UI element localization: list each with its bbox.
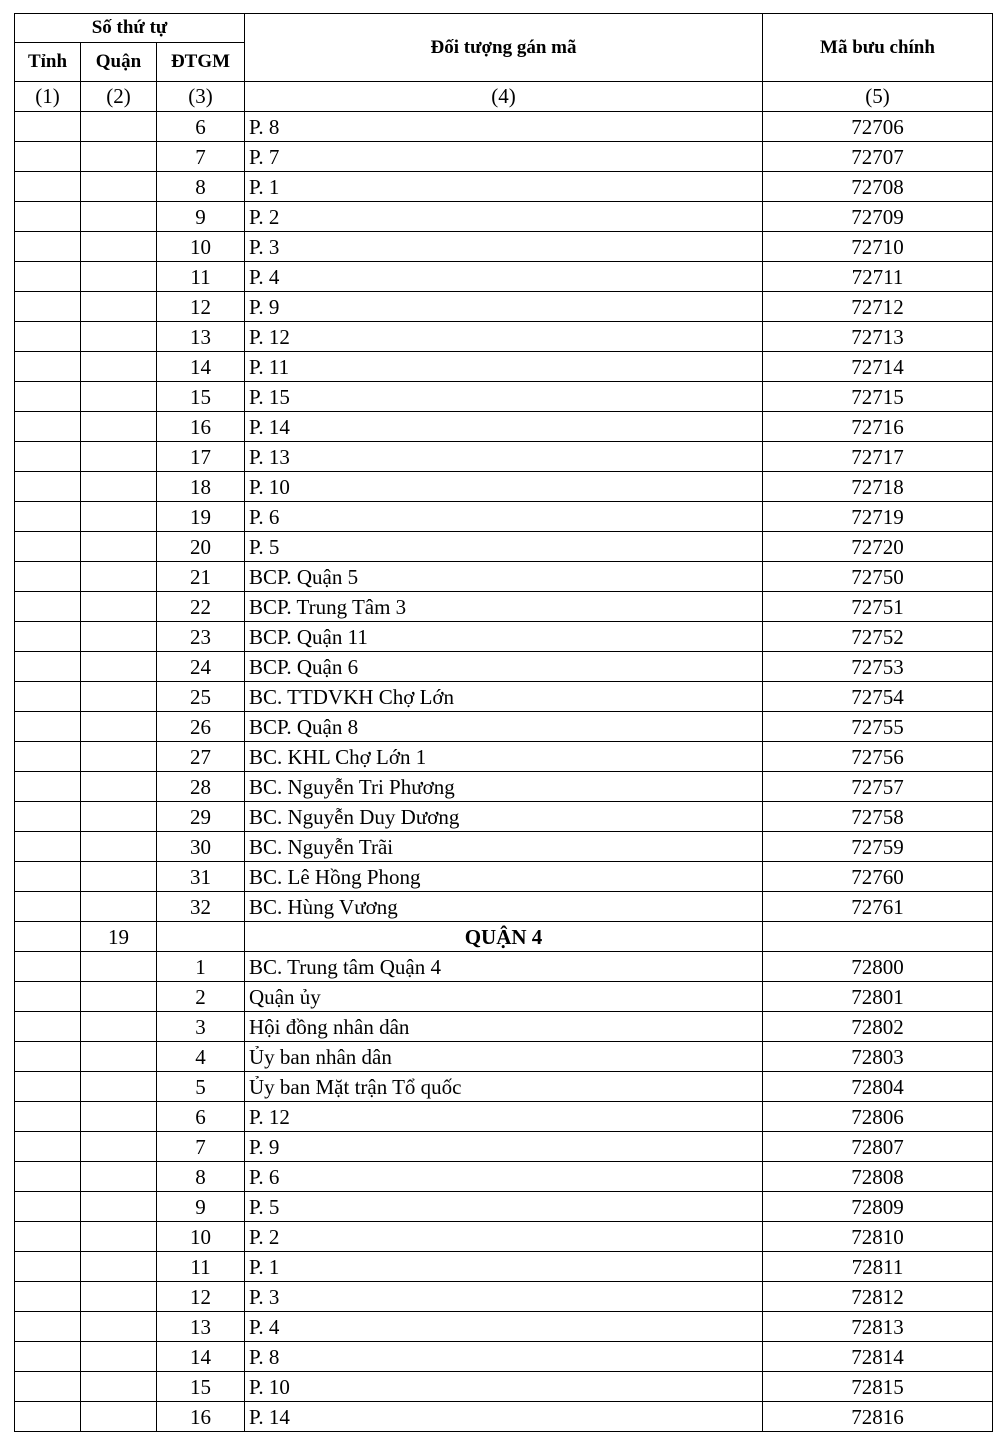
table-row xyxy=(15,1402,993,1432)
cell-tinh xyxy=(15,862,81,892)
cell-object: P. 5 xyxy=(245,1192,763,1222)
cell-dtgm: 26 xyxy=(157,712,245,742)
cell-postal-code: 72809 xyxy=(763,1192,993,1222)
cell-quan xyxy=(81,1282,157,1312)
cell-tinh xyxy=(15,262,81,292)
table-row xyxy=(15,1042,993,1072)
cell-postal-code: 72709 xyxy=(763,202,993,232)
cell-object: P. 4 xyxy=(245,1312,763,1342)
cell-object: P. 13 xyxy=(245,442,763,472)
header-dtgm: ĐTGM xyxy=(157,43,245,82)
cell-quan xyxy=(81,652,157,682)
cell-dtgm: 10 xyxy=(157,232,245,262)
cell-dtgm: 1 xyxy=(157,952,245,982)
cell-dtgm: 5 xyxy=(157,1072,245,1102)
header-postal-code: Mã bưu chính xyxy=(763,14,993,82)
cell-dtgm: 3 xyxy=(157,1012,245,1042)
cell-object: Quận ủy xyxy=(245,982,763,1012)
table-row xyxy=(15,202,993,232)
cell-tinh xyxy=(15,1012,81,1042)
cell-quan xyxy=(81,682,157,712)
cell-dtgm: 16 xyxy=(157,412,245,442)
cell-tinh xyxy=(15,382,81,412)
cell-dtgm: 11 xyxy=(157,1252,245,1282)
cell-object: P. 10 xyxy=(245,1372,763,1402)
cell-quan xyxy=(81,412,157,442)
col-number-5: (5) xyxy=(763,82,993,112)
cell-tinh xyxy=(15,1402,81,1432)
cell-tinh xyxy=(15,682,81,712)
table-row xyxy=(15,412,993,442)
cell-postal-code: 72754 xyxy=(763,682,993,712)
cell-dtgm: 4 xyxy=(157,1042,245,1072)
table-row xyxy=(15,352,993,382)
cell-object: P. 1 xyxy=(245,1252,763,1282)
table-row xyxy=(15,1252,993,1282)
table-row xyxy=(15,682,993,712)
cell-dtgm: 23 xyxy=(157,622,245,652)
cell-dtgm: 6 xyxy=(157,1102,245,1132)
cell-object: P. 12 xyxy=(245,1102,763,1132)
cell-dtgm: 13 xyxy=(157,1312,245,1342)
cell-dtgm: 15 xyxy=(157,1372,245,1402)
cell-dtgm: 12 xyxy=(157,1282,245,1312)
cell-tinh xyxy=(15,172,81,202)
cell-object: BC. Hùng Vương xyxy=(245,892,763,922)
cell-postal-code: 72718 xyxy=(763,472,993,502)
cell-object: Ủy ban nhân dân xyxy=(245,1042,763,1072)
cell-tinh xyxy=(15,322,81,352)
cell-dtgm: 11 xyxy=(157,262,245,292)
cell-object: P. 12 xyxy=(245,322,763,352)
cell-quan: 19 xyxy=(81,922,157,952)
cell-dtgm: 30 xyxy=(157,832,245,862)
cell-tinh xyxy=(15,892,81,922)
cell-tinh xyxy=(15,802,81,832)
cell-postal-code: 72761 xyxy=(763,892,993,922)
cell-postal-code: 72713 xyxy=(763,322,993,352)
cell-object: P. 14 xyxy=(245,412,763,442)
cell-quan xyxy=(81,1042,157,1072)
header-object: Đối tượng gán mã xyxy=(245,14,763,82)
cell-postal-code: 72714 xyxy=(763,352,993,382)
cell-object: P. 2 xyxy=(245,202,763,232)
cell-tinh xyxy=(15,1102,81,1132)
cell-tinh xyxy=(15,1342,81,1372)
table-row xyxy=(15,1222,993,1252)
cell-object: BCP. Quận 8 xyxy=(245,712,763,742)
table-row xyxy=(15,982,993,1012)
cell-dtgm: 12 xyxy=(157,292,245,322)
cell-postal-code: 72715 xyxy=(763,382,993,412)
cell-tinh xyxy=(15,412,81,442)
table-row xyxy=(15,1312,993,1342)
cell-quan xyxy=(81,202,157,232)
cell-quan xyxy=(81,1162,157,1192)
table-row xyxy=(15,832,993,862)
cell-object: P. 8 xyxy=(245,112,763,142)
cell-postal-code: 72813 xyxy=(763,1312,993,1342)
cell-tinh xyxy=(15,922,81,952)
cell-postal-code: 72707 xyxy=(763,142,993,172)
cell-postal-code: 72811 xyxy=(763,1252,993,1282)
cell-quan xyxy=(81,1252,157,1282)
cell-postal-code: 72716 xyxy=(763,412,993,442)
cell-quan xyxy=(81,472,157,502)
cell-quan xyxy=(81,832,157,862)
cell-dtgm: 32 xyxy=(157,892,245,922)
cell-tinh xyxy=(15,772,81,802)
cell-dtgm: 9 xyxy=(157,202,245,232)
table-row xyxy=(15,292,993,322)
col-number-4: (4) xyxy=(245,82,763,112)
cell-object: BC. Trung tâm Quận 4 xyxy=(245,952,763,982)
cell-dtgm: 7 xyxy=(157,1132,245,1162)
cell-postal-code: 72752 xyxy=(763,622,993,652)
cell-object: P. 1 xyxy=(245,172,763,202)
cell-quan xyxy=(81,1222,157,1252)
cell-dtgm: 8 xyxy=(157,172,245,202)
cell-quan xyxy=(81,802,157,832)
cell-tinh xyxy=(15,1072,81,1102)
cell-object: P. 10 xyxy=(245,472,763,502)
cell-quan xyxy=(81,862,157,892)
cell-postal-code: 72720 xyxy=(763,532,993,562)
cell-quan xyxy=(81,442,157,472)
cell-postal-code: 72816 xyxy=(763,1402,993,1432)
cell-quan xyxy=(81,952,157,982)
table-row xyxy=(15,382,993,412)
cell-quan xyxy=(81,232,157,262)
cell-object: BCP. Quận 5 xyxy=(245,562,763,592)
cell-dtgm: 16 xyxy=(157,1402,245,1432)
cell-tinh xyxy=(15,982,81,1012)
cell-dtgm: 14 xyxy=(157,352,245,382)
cell-tinh xyxy=(15,1312,81,1342)
cell-postal-code: 72815 xyxy=(763,1372,993,1402)
cell-object: BCP. Quận 11 xyxy=(245,622,763,652)
table-row xyxy=(15,622,993,652)
cell-quan xyxy=(81,1192,157,1222)
cell-postal-code: 72708 xyxy=(763,172,993,202)
cell-object: P. 5 xyxy=(245,532,763,562)
cell-quan xyxy=(81,592,157,622)
cell-quan xyxy=(81,1342,157,1372)
cell-postal-code: 72800 xyxy=(763,952,993,982)
cell-object: P. 6 xyxy=(245,502,763,532)
table-row xyxy=(15,712,993,742)
cell-postal-code: 72706 xyxy=(763,112,993,142)
table-row xyxy=(15,1072,993,1102)
cell-tinh xyxy=(15,1132,81,1162)
cell-object: P. 2 xyxy=(245,1222,763,1252)
cell-object: P. 6 xyxy=(245,1162,763,1192)
table-row xyxy=(15,952,993,982)
cell-postal-code: 72750 xyxy=(763,562,993,592)
cell-tinh xyxy=(15,592,81,622)
cell-postal-code: 72812 xyxy=(763,1282,993,1312)
table-row xyxy=(15,802,993,832)
cell-dtgm: 7 xyxy=(157,142,245,172)
table-row xyxy=(15,532,993,562)
cell-quan xyxy=(81,352,157,382)
cell-postal-code: 72751 xyxy=(763,592,993,622)
table-row xyxy=(15,1342,993,1372)
table-row xyxy=(15,1282,993,1312)
cell-postal-code: 72757 xyxy=(763,772,993,802)
cell-quan xyxy=(81,112,157,142)
cell-tinh xyxy=(15,352,81,382)
cell-postal-code: 72801 xyxy=(763,982,993,1012)
table-row xyxy=(15,1012,993,1042)
cell-tinh xyxy=(15,202,81,232)
cell-section-title: QUẬN 4 xyxy=(245,922,763,952)
cell-postal-code: 72802 xyxy=(763,1012,993,1042)
cell-quan xyxy=(81,982,157,1012)
table-row xyxy=(15,442,993,472)
cell-dtgm: 31 xyxy=(157,862,245,892)
cell-quan xyxy=(81,712,157,742)
cell-object: Hội đồng nhân dân xyxy=(245,1012,763,1042)
cell-quan xyxy=(81,742,157,772)
cell-postal-code: 72753 xyxy=(763,652,993,682)
cell-quan xyxy=(81,1072,157,1102)
cell-tinh xyxy=(15,472,81,502)
cell-dtgm: 13 xyxy=(157,322,245,352)
cell-postal-code: 72755 xyxy=(763,712,993,742)
table-row xyxy=(15,112,993,142)
cell-quan xyxy=(81,892,157,922)
table-row xyxy=(15,1192,993,1222)
cell-postal-code: 72807 xyxy=(763,1132,993,1162)
cell-object: P. 3 xyxy=(245,1282,763,1312)
cell-postal-code: 72760 xyxy=(763,862,993,892)
cell-tinh xyxy=(15,562,81,592)
cell-postal-code: 72719 xyxy=(763,502,993,532)
cell-dtgm: 27 xyxy=(157,742,245,772)
cell-postal-code: 72814 xyxy=(763,1342,993,1372)
cell-postal-code: 72803 xyxy=(763,1042,993,1072)
cell-tinh xyxy=(15,952,81,982)
cell-tinh xyxy=(15,292,81,322)
cell-tinh xyxy=(15,112,81,142)
cell-object: BC. Nguyễn Trãi xyxy=(245,832,763,862)
table-row xyxy=(15,892,993,922)
cell-tinh xyxy=(15,532,81,562)
cell-tinh xyxy=(15,1282,81,1312)
cell-quan xyxy=(81,622,157,652)
cell-object: P. 9 xyxy=(245,292,763,322)
cell-quan xyxy=(81,1372,157,1402)
cell-postal-code: 72759 xyxy=(763,832,993,862)
cell-postal-code: 72758 xyxy=(763,802,993,832)
table-row xyxy=(15,142,993,172)
cell-dtgm: 10 xyxy=(157,1222,245,1252)
cell-postal-code: 72804 xyxy=(763,1072,993,1102)
col-number-2: (2) xyxy=(81,82,157,112)
cell-postal-code: 72810 xyxy=(763,1222,993,1252)
cell-object: P. 4 xyxy=(245,262,763,292)
table-row xyxy=(15,322,993,352)
cell-tinh xyxy=(15,652,81,682)
cell-object: BC. Nguyễn Duy Dương xyxy=(245,802,763,832)
table-row xyxy=(15,472,993,502)
header-tinh: Tỉnh xyxy=(15,43,81,82)
cell-object: BCP. Trung Tâm 3 xyxy=(245,592,763,622)
table-row xyxy=(15,172,993,202)
cell-dtgm: 17 xyxy=(157,442,245,472)
cell-tinh xyxy=(15,1042,81,1072)
cell-object: BCP. Quận 6 xyxy=(245,652,763,682)
table-row xyxy=(15,562,993,592)
cell-dtgm: 8 xyxy=(157,1162,245,1192)
cell-postal-code: 72712 xyxy=(763,292,993,322)
cell-quan xyxy=(81,1132,157,1162)
cell-postal-code: 72710 xyxy=(763,232,993,262)
cell-dtgm: 24 xyxy=(157,652,245,682)
cell-quan xyxy=(81,1312,157,1342)
cell-postal-code: 72806 xyxy=(763,1102,993,1132)
table-row xyxy=(15,502,993,532)
cell-quan xyxy=(81,322,157,352)
cell-quan xyxy=(81,262,157,292)
cell-dtgm: 15 xyxy=(157,382,245,412)
cell-dtgm: 6 xyxy=(157,112,245,142)
col-number-3: (3) xyxy=(157,82,245,112)
table-row xyxy=(15,652,993,682)
cell-quan xyxy=(81,772,157,802)
table-row xyxy=(15,742,993,772)
cell-dtgm: 29 xyxy=(157,802,245,832)
cell-object: BC. Lê Hồng Phong xyxy=(245,862,763,892)
cell-dtgm: 9 xyxy=(157,1192,245,1222)
cell-object: Ủy ban Mặt trận Tổ quốc xyxy=(245,1072,763,1102)
cell-dtgm: 22 xyxy=(157,592,245,622)
table-row xyxy=(15,232,993,262)
cell-tinh xyxy=(15,502,81,532)
cell-object: BC. KHL Chợ Lớn 1 xyxy=(245,742,763,772)
cell-dtgm: 19 xyxy=(157,502,245,532)
cell-object: P. 8 xyxy=(245,1342,763,1372)
cell-tinh xyxy=(15,712,81,742)
cell-object: P. 9 xyxy=(245,1132,763,1162)
cell-object: P. 15 xyxy=(245,382,763,412)
cell-dtgm: 18 xyxy=(157,472,245,502)
cell-postal-code: 72711 xyxy=(763,262,993,292)
table-row xyxy=(15,1372,993,1402)
cell-quan xyxy=(81,1102,157,1132)
cell-tinh xyxy=(15,742,81,772)
cell-object: P. 11 xyxy=(245,352,763,382)
cell-tinh xyxy=(15,232,81,262)
cell-tinh xyxy=(15,1192,81,1222)
cell-postal-code: 72808 xyxy=(763,1162,993,1192)
cell-quan xyxy=(81,292,157,322)
table-row xyxy=(15,1162,993,1192)
cell-quan xyxy=(81,1012,157,1042)
cell-quan xyxy=(81,142,157,172)
cell-quan xyxy=(81,562,157,592)
cell-object: BC. TTDVKH Chợ Lớn xyxy=(245,682,763,712)
cell-dtgm: 21 xyxy=(157,562,245,592)
section-row xyxy=(15,922,993,952)
cell-quan xyxy=(81,1402,157,1432)
cell-tinh xyxy=(15,622,81,652)
cell-quan xyxy=(81,532,157,562)
col-number-1: (1) xyxy=(15,82,81,112)
cell-quan xyxy=(81,172,157,202)
cell-tinh xyxy=(15,1372,81,1402)
header-quan: Quận xyxy=(81,43,157,82)
cell-dtgm: 20 xyxy=(157,532,245,562)
cell-quan xyxy=(81,382,157,412)
table-row xyxy=(15,862,993,892)
cell-dtgm: 2 xyxy=(157,982,245,1012)
table-row xyxy=(15,592,993,622)
table-row xyxy=(15,1102,993,1132)
cell-tinh xyxy=(15,142,81,172)
table-row xyxy=(15,772,993,802)
cell-postal-code: 72717 xyxy=(763,442,993,472)
cell-object: BC. Nguyễn Tri Phương xyxy=(245,772,763,802)
cell-tinh xyxy=(15,832,81,862)
column-number-row xyxy=(15,82,993,112)
header-group-order: Số thứ tự xyxy=(15,14,245,43)
cell-dtgm xyxy=(157,922,245,952)
cell-tinh xyxy=(15,442,81,472)
table-row xyxy=(15,1132,993,1162)
cell-tinh xyxy=(15,1252,81,1282)
cell-quan xyxy=(81,502,157,532)
cell-tinh xyxy=(15,1162,81,1192)
cell-postal-code: 72756 xyxy=(763,742,993,772)
cell-object: P. 14 xyxy=(245,1402,763,1432)
cell-object: P. 3 xyxy=(245,232,763,262)
postal-code-table xyxy=(14,13,993,1432)
cell-postal-code xyxy=(763,922,993,952)
cell-tinh xyxy=(15,1222,81,1252)
cell-object: P. 7 xyxy=(245,142,763,172)
cell-dtgm: 14 xyxy=(157,1342,245,1372)
cell-dtgm: 25 xyxy=(157,682,245,712)
table-row xyxy=(15,262,993,292)
cell-dtgm: 28 xyxy=(157,772,245,802)
